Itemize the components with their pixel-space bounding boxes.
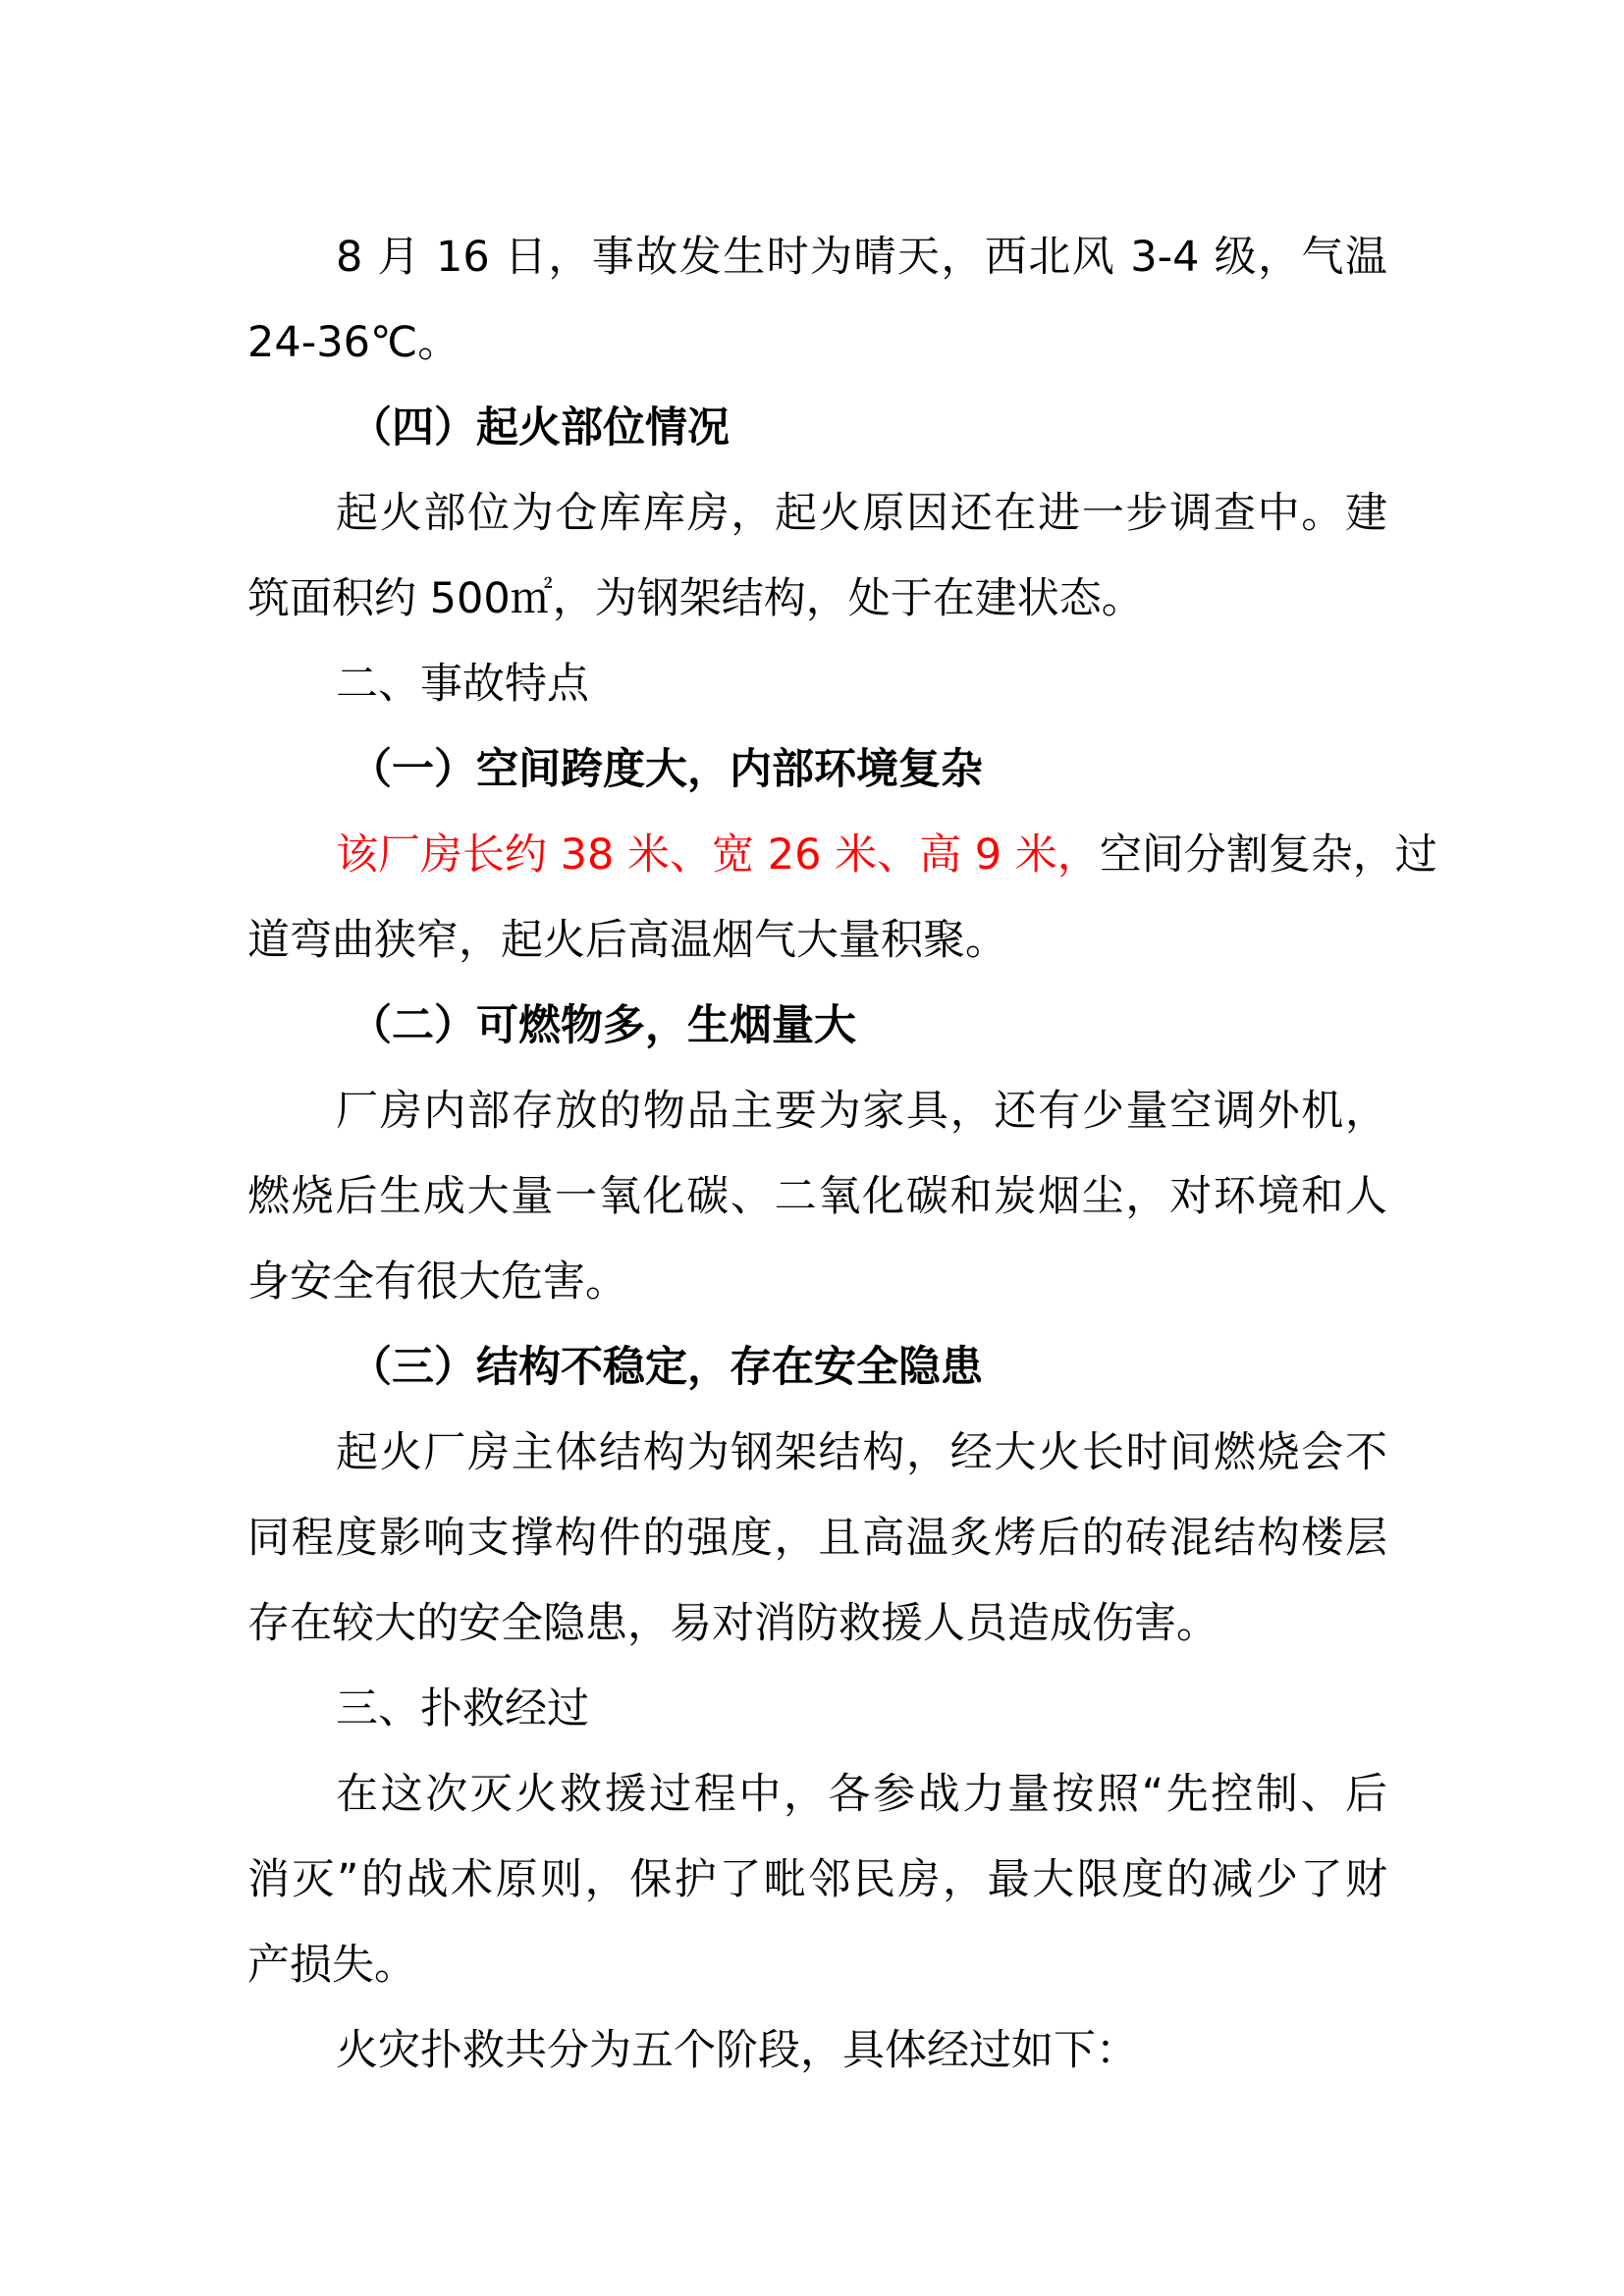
paragraph-fire-location (247, 471, 1387, 642)
text-line: 燃烧后生成大量一氧化碳、二氧化碳和炭烟尘，对环境和人 (247, 1172, 1387, 1221)
section-heading-2: （二）可燃物多，生烟量大 (350, 1001, 856, 1050)
text-line: 消灭”的战术原则，保护了毗邻民房，最大限度的减少了财 (247, 1855, 1387, 1904)
text-line: 身安全有很大危害。 (247, 1257, 627, 1307)
text-line: 在这次灭火救援过程中，各参战力量按照“先控制、后 (336, 1770, 1387, 1819)
chapter-heading-2: 二、事故特点 (336, 660, 589, 709)
section-heading-1: （一）空间跨度大，内部环境复杂 (350, 745, 983, 794)
section-heading-3: （三）结构不稳定，存在安全隐患 (350, 1343, 983, 1392)
document-body (247, 215, 1437, 2094)
paragraph-rescue (247, 1752, 1387, 2008)
text-line: 厂房内部存放的物品主要为家具，还有少量空调外机， (336, 1087, 1387, 1136)
text-line: 同程度影响支撑构件的强度，且高温炙烤后的砖混结构楼层 (247, 1514, 1387, 1563)
paragraph-space (247, 813, 1437, 984)
text-line (247, 813, 1437, 898)
text-line: 筑面积约 500㎡，为钢架结构，处于在建状态。 (247, 574, 1144, 623)
text-line: 起火厂房主体结构为钢架结构，经大火长时间燃烧会不 (336, 1428, 1387, 1477)
paragraph-stages: 火灾扑救共分为五个阶段，具体经过如下： (336, 2026, 1138, 2075)
text-span: 空间分割复杂，过 (1099, 830, 1437, 880)
text-line: 存在较大的安全隐患，易对消防救援人员造成伤害。 (247, 1599, 1218, 1648)
chapter-heading-3: 三、扑救经过 (336, 1684, 589, 1734)
highlighted-dimensions: 该厂房长约 38 米、宽 26 米、高 9 米， (336, 830, 1100, 880)
paragraph-combustibles (247, 1069, 1387, 1325)
text-line: 产损失。 (247, 1941, 416, 1990)
paragraph-structure (247, 1411, 1387, 1667)
text-line: 起火部位为仓库库房，起火原因还在进一步调查中。建 (336, 489, 1387, 538)
section-heading-4: （四）起火部位情况 (350, 403, 730, 453)
text-line: 道弯曲狭窄，起火后高温烟气大量积聚。 (247, 916, 1007, 965)
text-line: 24-36℃。 (247, 318, 460, 367)
text-line: 8 月 16 日，事故发生时为晴天，西北风 3-4 级，气温 (336, 233, 1387, 282)
paragraph-weather (247, 215, 1387, 386)
